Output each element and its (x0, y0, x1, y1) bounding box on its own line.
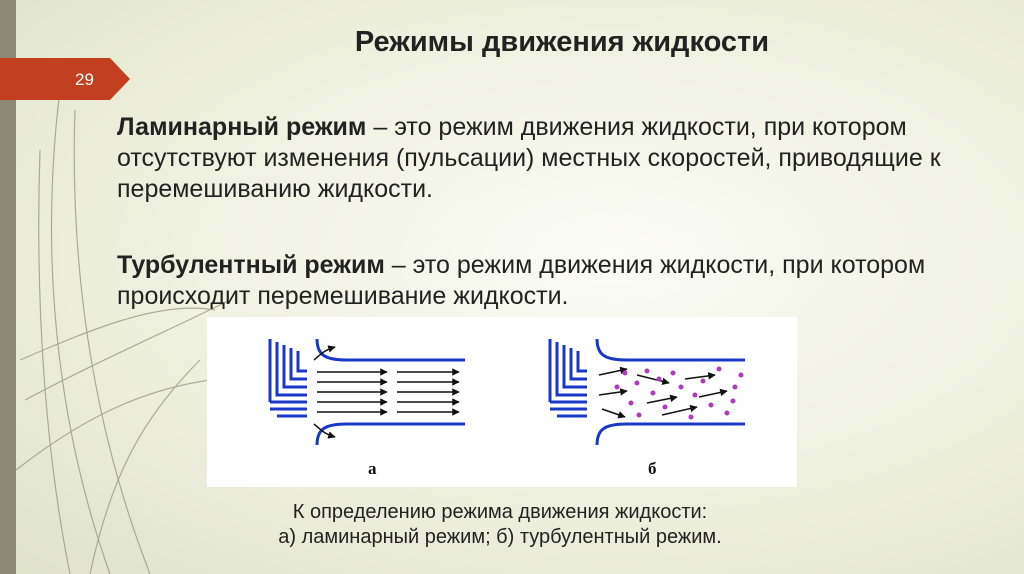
figure-caption (100, 500, 900, 550)
definition-text: – это режим движения жидкости, при котором отсутствуют изменения (пульсации) местных скоростей, приводящие к перемешиванию жидкости. (117, 113, 941, 203)
definition-text: – это режим движения жидкости, при котором происходит перемешивание жидкости. (117, 251, 926, 310)
slide-number: 29 (75, 70, 94, 89)
flow-regime-figure (207, 317, 797, 487)
caption-line-2: а) ламинарный режим; б) турбулентный режим. (278, 526, 722, 548)
diagram-label-b: б (648, 459, 657, 478)
definition-laminar (117, 112, 997, 205)
turbulent-diagram (550, 339, 745, 478)
definition-term: Турбулентный режим (117, 251, 385, 279)
flow-diagram (207, 317, 797, 487)
slide-number-tab (0, 58, 130, 100)
definition-term: Ламинарный режим (117, 113, 367, 141)
diagram-label-a: а (368, 459, 377, 478)
laminar-diagram (270, 339, 465, 478)
caption-line-1: К определению режима движения жидкости: (292, 501, 708, 523)
page-title: Режимы движения жидкости (354, 26, 770, 58)
definition-turbulent (117, 250, 997, 312)
